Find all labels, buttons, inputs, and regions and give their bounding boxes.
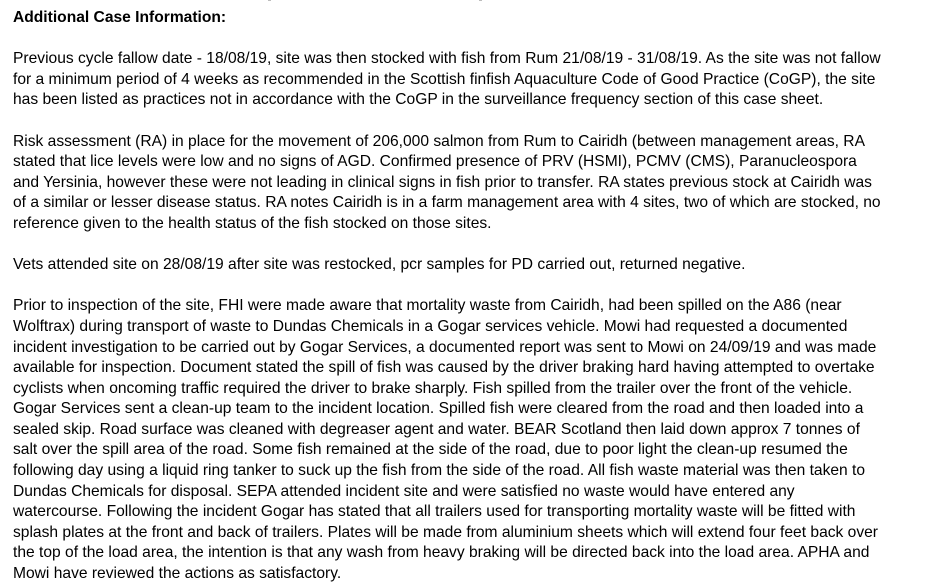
paragraph-line: splash plates at the front and back of trailers. Plates will be made from aluminium sheets which will extend four feet back over bbox=[13, 523, 879, 541]
paragraph-line: Mowi have reviewed the actions as satisfactory. bbox=[13, 565, 342, 583]
paragraph-line: Dundas Chemicals for disposal. SEPA attended incident site and were satisfied no waste would have entered any bbox=[13, 482, 795, 500]
paragraph-line: Wolftrax) during transport of waste to Dundas Chemicals in a Gogar services vehicle. Mowi had requested a documented bbox=[13, 317, 848, 335]
paragraph-line: cyclists when oncoming traffic required the driver to brake sharply. Fish spilled from the trailer over the front of the vehicle. bbox=[13, 379, 853, 397]
cropped-previous-text bbox=[0, 0, 945, 3]
fallow-paragraph bbox=[13, 49, 938, 111]
paragraph-line: sealed skip. Road surface was cleaned with degreaser agent and water. BEAR Scotland then laid down approx 7 tonnes of bbox=[13, 420, 860, 438]
section-heading: Additional Case Information: bbox=[13, 9, 227, 26]
paragraph-line: Previous cycle fallow date - 18/08/19, site was then stocked with fish from Rum 21/08/19 - 31/08/19. As the site was not fallow bbox=[13, 50, 881, 68]
paragraph-line: of a similar or lesser disease status. RA notes Cairidh is in a farm management area with 4 sites, two of which are stocked, no bbox=[13, 194, 881, 212]
paragraph-line: following day using a liquid ring tanker to suck up the fish from the side of the road. All fish waste material was then taken to bbox=[13, 462, 866, 480]
paragraph-line: the top of the load area, the intention is that any wash from heavy braking will be directed back into the load area. APHA and bbox=[13, 544, 870, 562]
paragraph-line: reference given to the health status of the fish stocked on those sites. bbox=[13, 214, 492, 232]
paragraph-line: and Yersinia, however these were not leading in clinical signs in fish prior to transfer. RA states previous stock at Cairidh was bbox=[13, 173, 872, 191]
paragraph-line: available for inspection. Document stated the spill of fish was caused by the driver braking hard having attempted to overtake bbox=[13, 359, 875, 377]
case-information-section bbox=[13, 8, 938, 585]
paragraph-line: salt over the spill area of the road. Some fish remained at the side of the road, due to poor light the clean-up resumed the bbox=[13, 441, 848, 459]
paragraph-line: incident investigation to be carried out by Gogar Services, a documented report was sent to Mowi on 24/09/19 and was made bbox=[13, 338, 877, 356]
paragraph-line: Prior to inspection of the site, FHI were made aware that mortality waste from Cairidh, had been spilled on the A86 (near bbox=[13, 297, 842, 315]
risk-assessment-paragraph bbox=[13, 132, 938, 235]
vets-visit-paragraph bbox=[13, 255, 938, 276]
paragraph-line: has been listed as practices not in accordance with the CoGP in the surveillance frequency section of this case sheet. bbox=[13, 91, 824, 109]
paragraph-line: watercourse. Following the incident Gogar has stated that all trailers used for transporting mortality waste will be fitted with bbox=[13, 503, 856, 521]
paragraph-line: Vets attended site on 28/08/19 after site was restocked, pcr samples for PD carried out, returned negative. bbox=[13, 256, 746, 274]
paragraph-line: Gogar Services sent a clean-up team to the incident location. Spilled fish were cleared from the road and then loaded into a bbox=[13, 400, 864, 418]
paragraph-line: Risk assessment (RA) in place for the movement of 206,000 salmon from Rum to Cairidh (between management areas, RA bbox=[13, 132, 865, 150]
paragraph-line: for a minimum period of 4 weeks as recommended in the Scottish finfish Aquaculture Code of Good Practice (CoGP), the site bbox=[13, 70, 876, 88]
spill-incident-paragraph bbox=[13, 296, 938, 584]
paragraph-line: stated that lice levels were low and no signs of AGD. Confirmed presence of PRV (HSMI), PCMV (CMS), Paranucleospora bbox=[13, 153, 857, 171]
